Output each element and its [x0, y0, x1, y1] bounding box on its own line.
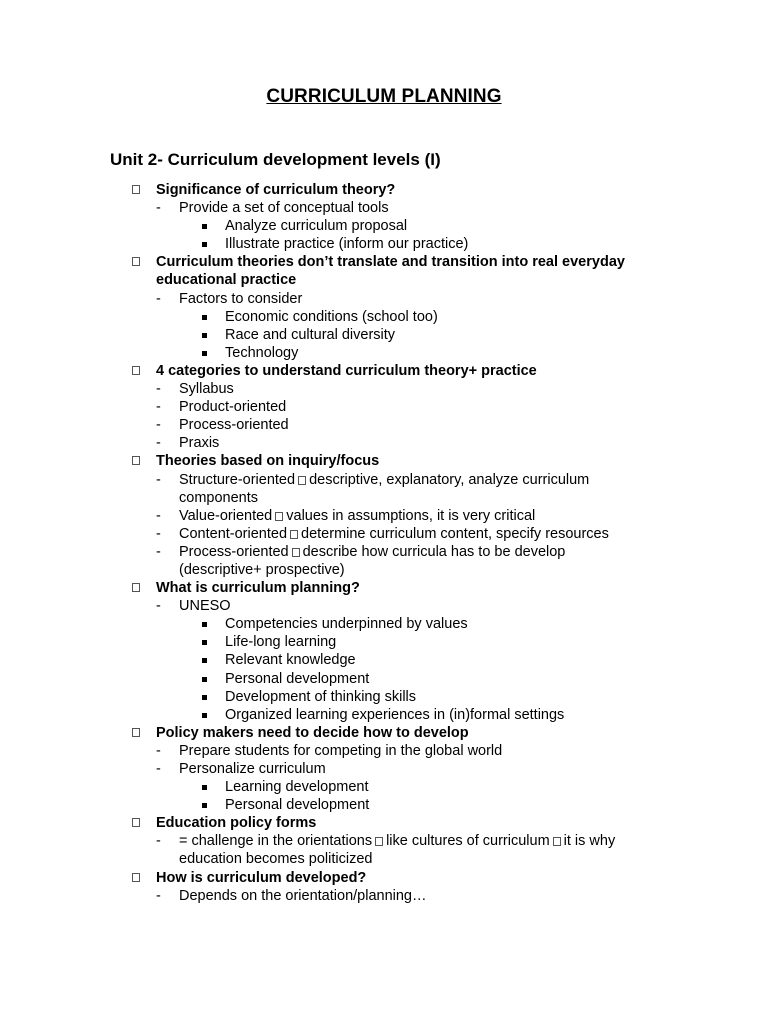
dash-bullet: -	[156, 200, 161, 217]
outline-line	[0, 688, 768, 706]
unit-heading: Unit 2- Curriculum development levels (I)	[110, 150, 441, 169]
outline-line	[0, 706, 768, 724]
list-item-part: describe how curricula has to be develop	[302, 543, 566, 560]
outline-line	[0, 814, 768, 832]
sub-item-text: Personal development	[225, 670, 370, 687]
checkbox-bullet-icon	[132, 873, 140, 882]
dash-bullet: -	[156, 381, 161, 398]
outline-line	[0, 217, 768, 235]
arrow-placeholder-icon	[292, 548, 300, 557]
section-heading: 4 categories to understand curriculum theory+ practice	[156, 362, 537, 379]
square-bullet-icon	[202, 803, 207, 808]
dash-bullet: -	[156, 543, 161, 560]
outline-line	[0, 832, 768, 850]
square-bullet-icon	[202, 677, 207, 682]
list-item-text	[179, 543, 565, 561]
outline-line	[0, 615, 768, 633]
square-bullet-icon	[202, 640, 207, 645]
outline-line	[0, 434, 768, 452]
section-heading: How is curriculum developed?	[156, 869, 367, 886]
section-heading: Curriculum theories don’t translate and transition into real everyday	[156, 254, 625, 271]
outline-line	[0, 290, 768, 308]
checkbox-bullet-icon	[132, 366, 140, 375]
list-item-text: Product-oriented	[179, 399, 287, 416]
outline-line	[0, 416, 768, 434]
list-item-part: Structure-oriented	[179, 471, 296, 488]
square-bullet-icon	[202, 622, 207, 627]
list-item-part: it is why	[563, 833, 616, 850]
list-item-continued: education becomes politicized	[179, 851, 373, 868]
outline-line	[0, 579, 768, 597]
sub-item-text: Relevant knowledge	[225, 652, 356, 669]
square-bullet-icon	[202, 713, 207, 718]
list-item-part: descriptive, explanatory, analyze curriculum	[309, 471, 590, 488]
sub-item-text: Personal development	[225, 797, 370, 814]
outline-line	[0, 633, 768, 651]
outline-line	[0, 362, 768, 380]
list-item-part: like cultures of curriculum	[386, 833, 550, 850]
outline-line	[0, 235, 768, 253]
sub-item-text: Learning development	[225, 779, 369, 796]
outline-line	[0, 525, 768, 543]
sub-item-text: Organized learning experiences in (in)formal settings	[225, 706, 565, 723]
outline-list	[0, 181, 768, 905]
section-heading: Significance of curriculum theory?	[156, 182, 396, 198]
list-item-text: Provide a set of conceptual tools	[179, 200, 389, 217]
arrow-placeholder-icon	[298, 476, 306, 485]
checkbox-bullet-icon	[132, 728, 140, 737]
list-item-text	[179, 832, 615, 850]
outline-line	[0, 398, 768, 416]
arrow-placeholder-icon	[275, 512, 283, 521]
outline-line	[0, 308, 768, 326]
outline-line	[0, 181, 768, 199]
dash-bullet: -	[156, 471, 161, 488]
sub-item-text: Life-long learning	[225, 634, 337, 651]
dash-bullet: -	[156, 399, 161, 416]
list-item-part: values in assumptions, it is very critical	[286, 507, 536, 524]
list-item-text: Factors to consider	[179, 290, 303, 307]
outline-line	[0, 760, 768, 778]
outline-line	[0, 326, 768, 344]
section-heading: Education policy forms	[156, 815, 317, 832]
outline-line	[0, 344, 768, 362]
dash-bullet: -	[156, 742, 161, 759]
list-item-part: Content-oriented	[179, 525, 288, 542]
outline-line	[0, 778, 768, 796]
list-item-part: Value-oriented	[179, 507, 273, 524]
dash-bullet: -	[156, 417, 161, 434]
section-heading: Policy makers need to decide how to develop	[156, 724, 469, 741]
square-bullet-icon	[202, 242, 207, 247]
outline-line	[0, 471, 768, 489]
dash-bullet: -	[156, 598, 161, 615]
arrow-placeholder-icon	[290, 530, 298, 539]
arrow-placeholder-icon	[553, 837, 561, 846]
square-bullet-icon	[202, 785, 207, 790]
list-item-part: Process-oriented	[179, 543, 289, 560]
outline-line	[0, 887, 768, 905]
list-item-text: Praxis	[179, 435, 220, 452]
section-heading: Theories based on inquiry/focus	[156, 453, 380, 470]
outline-line	[0, 507, 768, 525]
list-item-text: Syllabus	[179, 381, 234, 398]
square-bullet-icon	[202, 333, 207, 338]
outline-line	[0, 724, 768, 742]
arrow-placeholder-icon	[375, 837, 383, 846]
outline-line	[0, 452, 768, 470]
list-item-text: Process-oriented	[179, 417, 289, 434]
list-item-continued: (descriptive+ prospective)	[179, 561, 345, 578]
square-bullet-icon	[202, 224, 207, 229]
outline-line	[0, 199, 768, 217]
dash-bullet: -	[156, 525, 161, 542]
outline-line	[0, 271, 768, 289]
dash-bullet: -	[156, 833, 161, 850]
outline-line	[0, 850, 768, 868]
checkbox-bullet-icon	[132, 185, 140, 194]
square-bullet-icon	[202, 315, 207, 320]
dash-bullet: -	[156, 290, 161, 307]
square-bullet-icon	[202, 351, 207, 356]
list-item-text: UNESO	[179, 598, 231, 615]
section-heading-continued: educational practice	[156, 272, 297, 289]
checkbox-bullet-icon	[132, 818, 140, 827]
list-item-text	[179, 471, 589, 489]
sub-item-text: Development of thinking skills	[225, 688, 417, 705]
list-item-part: = challenge in the orientations	[179, 833, 373, 850]
page-title: CURRICULUM PLANNING	[266, 86, 502, 107]
list-item-text: Depends on the orientation/planning…	[179, 887, 427, 904]
checkbox-bullet-icon	[132, 257, 140, 266]
sub-item-text: Analyze curriculum proposal	[225, 218, 408, 235]
dash-bullet: -	[156, 761, 161, 777]
sub-item-text: Economic conditions (school too)	[225, 308, 438, 325]
outline-line	[0, 489, 768, 507]
outline-line	[0, 670, 768, 688]
outline-line	[0, 651, 768, 669]
sub-item-text: Competencies underpinned by values	[225, 616, 468, 633]
checkbox-bullet-icon	[132, 456, 140, 465]
outline-line	[0, 742, 768, 760]
dash-bullet: -	[156, 507, 161, 524]
list-item-part: determine curriculum content, specify resources	[301, 525, 609, 542]
list-item-text: Personalize curriculum	[179, 761, 326, 777]
sub-item-text: Illustrate practice (inform our practice)	[225, 236, 469, 253]
sub-item-text: Technology	[225, 344, 299, 361]
square-bullet-icon	[202, 658, 207, 663]
list-item-text	[179, 525, 609, 543]
outline-line	[0, 597, 768, 615]
outline-line	[0, 253, 768, 271]
section-heading: What is curriculum planning?	[156, 580, 360, 597]
outline-line	[0, 380, 768, 398]
square-bullet-icon	[202, 695, 207, 700]
dash-bullet: -	[156, 435, 161, 452]
list-item-text: Prepare students for competing in the global world	[179, 742, 503, 759]
list-item-continued: components	[179, 489, 258, 506]
sub-item-text: Race and cultural diversity	[225, 326, 396, 343]
list-item-text	[179, 507, 535, 525]
outline-line	[0, 869, 768, 887]
dash-bullet: -	[156, 887, 161, 904]
outline-line	[0, 561, 768, 579]
checkbox-bullet-icon	[132, 583, 140, 592]
outline-line	[0, 543, 768, 561]
outline-line	[0, 796, 768, 814]
